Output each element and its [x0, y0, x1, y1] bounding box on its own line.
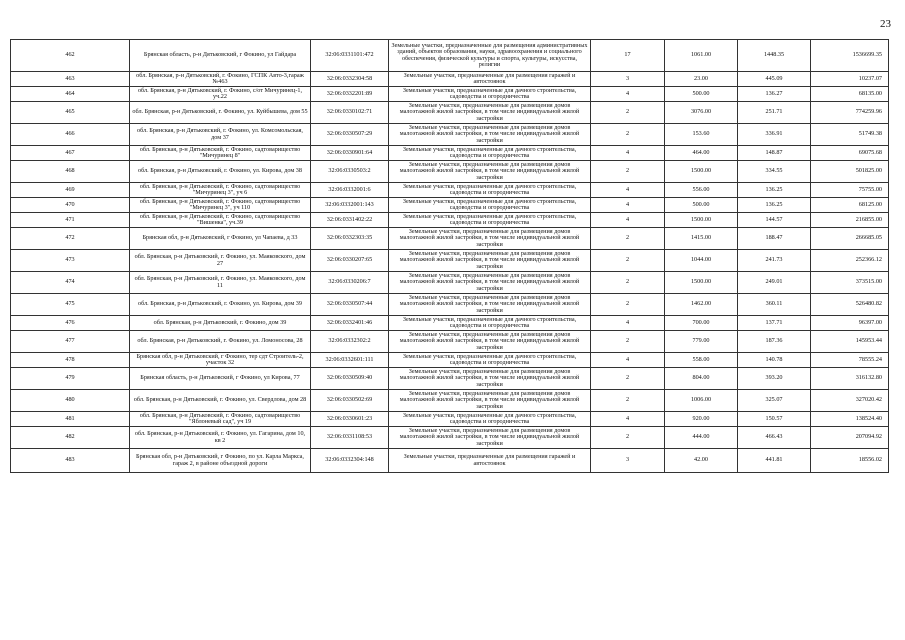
group-number-cell: 2 [591, 331, 665, 353]
land-use-cell: Земельные участки, предназначенные для дачного строительства, садоводства и огородничества [389, 198, 591, 213]
address-cell: обл. Брянская, р-н Дятьковский, г. Фокино, ул. Комсомольская, дом 37 [130, 124, 311, 146]
address-cell: обл. Брянская, р-н Дятьковский, г. Фокино, ул. Маяковского, дом 11 [130, 272, 311, 294]
table-row [11, 250, 889, 272]
cadastral-value-cell: 266685.05 [811, 228, 889, 250]
row-number: 480 [11, 390, 130, 412]
cadastral-value-cell: 138524.40 [811, 412, 889, 427]
area-cell: 1061.00 [665, 40, 738, 72]
group-number-cell: 2 [591, 390, 665, 412]
group-number-cell: 17 [591, 40, 665, 72]
specific-value-cell: 334.55 [738, 161, 811, 183]
cadastral-value-cell: 18556.02 [811, 449, 889, 473]
table-row [11, 368, 889, 390]
table-row [11, 146, 889, 161]
row-number: 478 [11, 353, 130, 368]
specific-value-cell: 445.09 [738, 72, 811, 87]
specific-value-cell: 393.20 [738, 368, 811, 390]
area-cell: 556.00 [665, 183, 738, 198]
group-number-cell: 4 [591, 412, 665, 427]
group-number-cell: 4 [591, 183, 665, 198]
specific-value-cell: 241.73 [738, 250, 811, 272]
group-number-cell: 4 [591, 213, 665, 228]
table-row [11, 40, 889, 72]
table-row [11, 331, 889, 353]
cadastral-number-cell: 32:06:0330901:64 [311, 146, 389, 161]
address-cell: обл. Брянская, р-н Дятьковский, г. Фокино, дом 39 [130, 316, 311, 331]
specific-value-cell: 140.78 [738, 353, 811, 368]
table-row [11, 272, 889, 294]
table-row [11, 198, 889, 213]
specific-value-cell: 1448.35 [738, 40, 811, 72]
land-use-cell: Земельные участки, предназначенные для размещения домов малоэтажной жилой застройки, в том числе индивидуальной жилой застройки [389, 331, 591, 353]
table-row [11, 412, 889, 427]
row-number: 474 [11, 272, 130, 294]
land-use-cell: Земельные участки, предназначенные для дачного строительства, садоводства и огородничества [389, 146, 591, 161]
table-row [11, 124, 889, 146]
cadastral-number-cell: 32:06:0332601:111 [311, 353, 389, 368]
specific-value-cell: 187.36 [738, 331, 811, 353]
row-number: 472 [11, 228, 130, 250]
area-cell: 3076.00 [665, 102, 738, 124]
row-number: 477 [11, 331, 130, 353]
group-number-cell: 4 [591, 316, 665, 331]
row-number: 469 [11, 183, 130, 198]
specific-value-cell: 137.71 [738, 316, 811, 331]
cadastral-value-cell: 216855.00 [811, 213, 889, 228]
row-number: 471 [11, 213, 130, 228]
cadastral-number-cell: 32:06:0330206:7 [311, 272, 389, 294]
address-cell: обл. Брянская, р-н Дятьковский, г. Фокино, ул. Кирова, дом 39 [130, 294, 311, 316]
specific-value-cell: 360.11 [738, 294, 811, 316]
specific-value-cell: 441.81 [738, 449, 811, 473]
area-cell: 1044.00 [665, 250, 738, 272]
land-use-cell: Земельные участки, предназначенные для размещения домов малоэтажной жилой застройки, в том числе индивидуальной жилой застройки [389, 102, 591, 124]
address-cell: обл. Брянская, р-н Дятьковский, г. Фокино, садтоварищество "Мичуринец 8" [130, 146, 311, 161]
group-number-cell: 2 [591, 228, 665, 250]
table-row [11, 87, 889, 102]
row-number: 463 [11, 72, 130, 87]
group-number-cell: 2 [591, 294, 665, 316]
land-use-cell: Земельные участки, предназначенные для размещения домов малоэтажной жилой застройки, в том числе индивидуальной жилой застройки [389, 228, 591, 250]
cadastral-number-cell: 32:06:0330503:2 [311, 161, 389, 183]
row-number: 462 [11, 40, 130, 72]
group-number-cell: 2 [591, 250, 665, 272]
cadastral-value-cell: 526480.82 [811, 294, 889, 316]
row-number: 464 [11, 87, 130, 102]
cadastral-value-table [10, 39, 889, 473]
land-use-cell: Земельные участки, предназначенные для размещения административных зданий, объектов образования, науки, здравоохранения и социального обеспечения, физической культуры и спорта, культуры, искусства, религии [389, 40, 591, 72]
table-row [11, 294, 889, 316]
address-cell: Брянская область, р-н Дятьковский, г Фокино, ул Кирова, 77 [130, 368, 311, 390]
land-use-cell: Земельные участки, предназначенные для размещения домов малоэтажной жилой застройки, в том числе индивидуальной жилой застройки [389, 368, 591, 390]
group-number-cell: 4 [591, 353, 665, 368]
group-number-cell: 4 [591, 146, 665, 161]
table-row [11, 427, 889, 449]
land-use-cell: Земельные участки, предназначенные для дачного строительства, садоводства и огородничества [389, 213, 591, 228]
address-cell: Брянская обл, р-н Дятьковский, г Фокино, ул Чапаева, д 33 [130, 228, 311, 250]
land-use-cell: Земельные участки, предназначенные для размещения домов малоэтажной жилой застройки, в том числе индивидуальной жилой застройки [389, 294, 591, 316]
cadastral-number-cell: 32:06:0332401:46 [311, 316, 389, 331]
cadastral-number-cell: 32:06:0331402:22 [311, 213, 389, 228]
area-cell: 700.00 [665, 316, 738, 331]
group-number-cell: 4 [591, 87, 665, 102]
address-cell: обл. Брянская, р-н Дятьковский, г. Фокино, садтоварищество "Яблоневый сад", уч 19 [130, 412, 311, 427]
cadastral-value-cell: 78555.24 [811, 353, 889, 368]
group-number-cell: 2 [591, 427, 665, 449]
address-cell: обл. Брянская, р-н Дятьковский, г. Фокино, ул. Маяковского, дом 27 [130, 250, 311, 272]
table-row [11, 213, 889, 228]
table-row [11, 316, 889, 331]
row-number: 479 [11, 368, 130, 390]
cadastral-value-cell: 316132.80 [811, 368, 889, 390]
area-cell: 42.00 [665, 449, 738, 473]
area-cell: 23.00 [665, 72, 738, 87]
row-number: 481 [11, 412, 130, 427]
address-cell: обл. Брянская, р-н Дятьковский, г. Фокино, садтоварищество "Вишенка", уч.39 [130, 213, 311, 228]
cadastral-number-cell: 32:06:0331108:53 [311, 427, 389, 449]
area-cell: 1415.00 [665, 228, 738, 250]
cadastral-number-cell: 32:06:0330502:69 [311, 390, 389, 412]
cadastral-value-cell: 75755.00 [811, 183, 889, 198]
address-cell: обл. Брянская, р-н Дятьковский, г. Фокино, садтоварищество "Мичуринец 3", уч 110 [130, 198, 311, 213]
specific-value-cell: 336.91 [738, 124, 811, 146]
specific-value-cell: 466.43 [738, 427, 811, 449]
land-use-cell: Земельные участки, предназначенные для размещения гаражей и автостоянок [389, 72, 591, 87]
address-cell: Брянская область, р-н Дятьковский, г Фокино, ул Гайдара [130, 40, 311, 72]
cadastral-value-cell: 774259.96 [811, 102, 889, 124]
cadastral-value-cell: 69075.68 [811, 146, 889, 161]
address-cell: обл. Брянская, р-н Дятьковский, г. Фокино, ул. Гагарина, дом 10, кв 2 [130, 427, 311, 449]
land-use-cell: Земельные участки, предназначенные для размещения домов малоэтажной жилой застройки, в том числе индивидуальной жилой застройки [389, 250, 591, 272]
group-number-cell: 2 [591, 102, 665, 124]
table-row [11, 161, 889, 183]
address-cell: обл. Брянская, р-н Дятьковский, г. Фокино, садтоварищество "Мичуринец 3", уч 6 [130, 183, 311, 198]
row-number: 468 [11, 161, 130, 183]
area-cell: 804.00 [665, 368, 738, 390]
cadastral-value-cell: 145953.44 [811, 331, 889, 353]
cadastral-number-cell: 32:06:0330601:23 [311, 412, 389, 427]
group-number-cell: 2 [591, 272, 665, 294]
row-number: 465 [11, 102, 130, 124]
cadastral-value-cell: 252366.12 [811, 250, 889, 272]
address-cell: обл. Брянская, р-н Дятьковский, г. Фокино, ул. Свердлова, дом 28 [130, 390, 311, 412]
area-cell: 1006.00 [665, 390, 738, 412]
cadastral-number-cell: 32:06:0332001:6 [311, 183, 389, 198]
cadastral-number-cell: 32:06:0332302:2 [311, 331, 389, 353]
cadastral-number-cell: 32:06:0331101:472 [311, 40, 389, 72]
area-cell: 500.00 [665, 87, 738, 102]
land-use-cell: Земельные участки, предназначенные для дачного строительства, садоводства и огородничества [389, 353, 591, 368]
area-cell: 558.00 [665, 353, 738, 368]
land-use-cell: Земельные участки, предназначенные для размещения домов малоэтажной жилой застройки, в том числе индивидуальной жилой застройки [389, 161, 591, 183]
specific-value-cell: 150.57 [738, 412, 811, 427]
table-row [11, 72, 889, 87]
address-cell: Брянская обл, р-н Дятьковский, г Фокино, по ул. Карла Маркса, гараж 2, в районе объездной дороги [130, 449, 311, 473]
area-cell: 1500.00 [665, 213, 738, 228]
area-cell: 153.60 [665, 124, 738, 146]
page-number: 23 [880, 18, 891, 30]
cadastral-number-cell: 32:06:0330207:65 [311, 250, 389, 272]
specific-value-cell: 249.01 [738, 272, 811, 294]
row-number: 475 [11, 294, 130, 316]
group-number-cell: 3 [591, 72, 665, 87]
cadastral-number-cell: 32:06:0332001:143 [311, 198, 389, 213]
land-use-cell: Земельные участки, предназначенные для размещения гаражей и автостоянок [389, 449, 591, 473]
cadastral-value-cell: 501825.00 [811, 161, 889, 183]
cadastral-value-cell: 51749.38 [811, 124, 889, 146]
cadastral-value-cell: 68125.00 [811, 198, 889, 213]
area-cell: 1500.00 [665, 272, 738, 294]
row-number: 482 [11, 427, 130, 449]
cadastral-value-cell: 1536699.35 [811, 40, 889, 72]
area-cell: 1500.00 [665, 161, 738, 183]
cadastral-number-cell: 32:06:0330507:44 [311, 294, 389, 316]
cadastral-value-cell: 207094.92 [811, 427, 889, 449]
cadastral-number-cell: 32:06:0330507:29 [311, 124, 389, 146]
row-number: 483 [11, 449, 130, 473]
group-number-cell: 2 [591, 368, 665, 390]
area-cell: 920.00 [665, 412, 738, 427]
address-cell: обл. Брянская, р-н Дятьковский, г. Фокино, ГСПК Авто-3,гараж №463 [130, 72, 311, 87]
specific-value-cell: 325.07 [738, 390, 811, 412]
area-cell: 500.00 [665, 198, 738, 213]
cadastral-value-cell: 10237.07 [811, 72, 889, 87]
area-cell: 1462.00 [665, 294, 738, 316]
land-use-cell: Земельные участки, предназначенные для дачного строительства, садоводства и огородничества [389, 87, 591, 102]
specific-value-cell: 136.25 [738, 183, 811, 198]
land-use-cell: Земельные участки, предназначенные для дачного строительства, садоводства и огородничества [389, 316, 591, 331]
table-row [11, 449, 889, 473]
cadastral-number-cell: 32:06:0332304:58 [311, 72, 389, 87]
cadastral-number-cell: 32:06:0332201:89 [311, 87, 389, 102]
address-cell: обл. Брянская, р-н Дятьковский, г. Фокино, ул. Кирова, дом 38 [130, 161, 311, 183]
address-cell: Брянская обл, р-н Дятьковский, г Фокино, тер сдт Строитель-2, участок 32 [130, 353, 311, 368]
land-use-cell: Земельные участки, предназначенные для дачного строительства, садоводства и огородничества [389, 412, 591, 427]
table-row [11, 353, 889, 368]
specific-value-cell: 144.57 [738, 213, 811, 228]
table-row [11, 390, 889, 412]
table-row [11, 183, 889, 198]
specific-value-cell: 188.47 [738, 228, 811, 250]
row-number: 467 [11, 146, 130, 161]
area-cell: 444.00 [665, 427, 738, 449]
cadastral-value-cell: 68135.00 [811, 87, 889, 102]
cadastral-number-cell: 32:06:0330102:71 [311, 102, 389, 124]
land-use-cell: Земельные участки, предназначенные для размещения домов малоэтажной жилой застройки, в том числе индивидуальной жилой застройки [389, 272, 591, 294]
group-number-cell: 3 [591, 449, 665, 473]
address-cell: обл. Брянская, р-н Дятьковский, г. Фокино, ул. Куйбышева, дом 55 [130, 102, 311, 124]
cadastral-value-cell: 96397.00 [811, 316, 889, 331]
land-use-cell: Земельные участки, предназначенные для размещения домов малоэтажной жилой застройки, в том числе индивидуальной жилой застройки [389, 124, 591, 146]
address-cell: обл. Брянская, р-н Дятьковский, г. Фокино, с/от Мичуринец-1, уч.22 [130, 87, 311, 102]
table-row [11, 102, 889, 124]
specific-value-cell: 251.71 [738, 102, 811, 124]
row-number: 466 [11, 124, 130, 146]
row-number: 476 [11, 316, 130, 331]
cadastral-value-cell: 373515.00 [811, 272, 889, 294]
address-cell: обл. Брянская, р-н Дятьковский, г. Фокино, ул. Ломоносова, 28 [130, 331, 311, 353]
cadastral-number-cell: 32:06:0332304:148 [311, 449, 389, 473]
group-number-cell: 2 [591, 161, 665, 183]
specific-value-cell: 136.25 [738, 198, 811, 213]
group-number-cell: 4 [591, 198, 665, 213]
land-use-cell: Земельные участки, предназначенные для дачного строительства, садоводства и огородничества [389, 183, 591, 198]
row-number: 470 [11, 198, 130, 213]
area-cell: 464.00 [665, 146, 738, 161]
land-use-cell: Земельные участки, предназначенные для размещения домов малоэтажной жилой застройки, в том числе индивидуальной жилой застройки [389, 427, 591, 449]
cadastral-number-cell: 32:06:0330509:40 [311, 368, 389, 390]
specific-value-cell: 148.87 [738, 146, 811, 161]
cadastral-value-cell: 327020.42 [811, 390, 889, 412]
group-number-cell: 2 [591, 124, 665, 146]
row-number: 473 [11, 250, 130, 272]
cadastral-number-cell: 32:06:0332303:35 [311, 228, 389, 250]
land-use-cell: Земельные участки, предназначенные для размещения домов малоэтажной жилой застройки, в том числе индивидуальной жилой застройки [389, 390, 591, 412]
area-cell: 779.00 [665, 331, 738, 353]
specific-value-cell: 136.27 [738, 87, 811, 102]
table-row [11, 228, 889, 250]
